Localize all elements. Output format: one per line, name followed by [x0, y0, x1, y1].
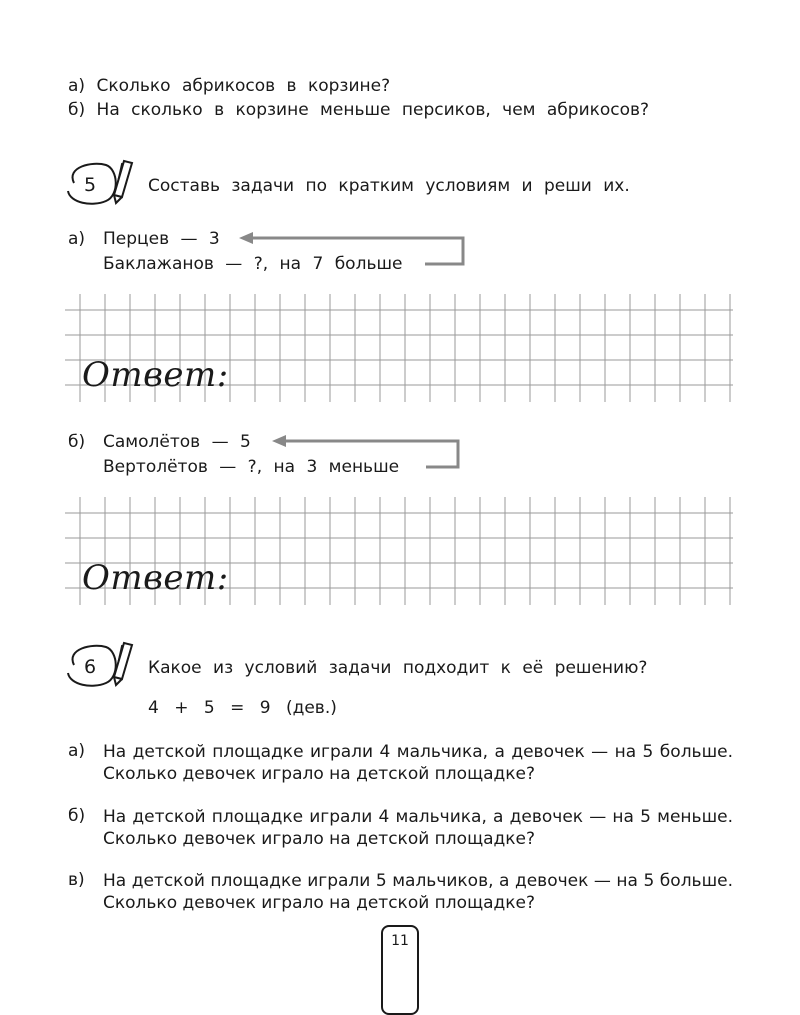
option-label: а)	[68, 741, 86, 761]
question-text: Сколько абрикосов в корзине?	[96, 76, 391, 96]
intro-question-a	[68, 76, 390, 96]
answer-label: Ответ:	[82, 355, 229, 395]
relation-arrow	[235, 228, 475, 273]
option-label: в)	[68, 870, 85, 890]
option-text: На детской площадке играли 4 мальчика, а девочек — на 5 больше. Сколько девочек играло на детской площадке?	[103, 742, 733, 784]
relation-arrow	[268, 431, 468, 476]
page-number: 11	[381, 925, 419, 1015]
item-label: б)	[68, 432, 86, 452]
task-number-badge	[62, 637, 142, 697]
condition-line-1: Самолётов — 5	[103, 432, 251, 452]
task-number-badge	[62, 155, 142, 215]
label-b: б)	[68, 100, 86, 120]
equation: 4 + 5 = 9 (дев.)	[148, 698, 337, 718]
label-a: а)	[68, 76, 86, 96]
task-title: Составь задачи по кратким условиям и реши их.	[148, 176, 630, 196]
condition-line-2: Вертолётов — ?, на 3 меньше	[103, 457, 400, 477]
condition-line-2: Баклажанов — ?, на 7 больше	[103, 254, 403, 274]
option-text: На детской площадке играли 5 мальчиков, а девочек — на 5 больше. Сколько девочек играло на детской площадке?	[103, 871, 733, 913]
condition-line-1: Перцев — 3	[103, 229, 220, 249]
answer-label: Ответ:	[82, 558, 229, 598]
intro-question-b	[68, 100, 649, 120]
item-label: а)	[68, 229, 86, 249]
answer-grid[interactable]	[65, 294, 735, 414]
task-title: Какое из условий задачи подходит к её решению?	[148, 658, 648, 678]
task-number: 6	[84, 656, 97, 678]
option-label: б)	[68, 806, 86, 826]
task-number: 5	[84, 174, 97, 196]
option-text: На детской площадке играли 4 мальчика, а девочек — на 5 меньше. Сколько девочек играло на детской площадке?	[103, 807, 733, 849]
question-text: На сколько в корзине меньше персиков, чем абрикосов?	[96, 100, 650, 120]
